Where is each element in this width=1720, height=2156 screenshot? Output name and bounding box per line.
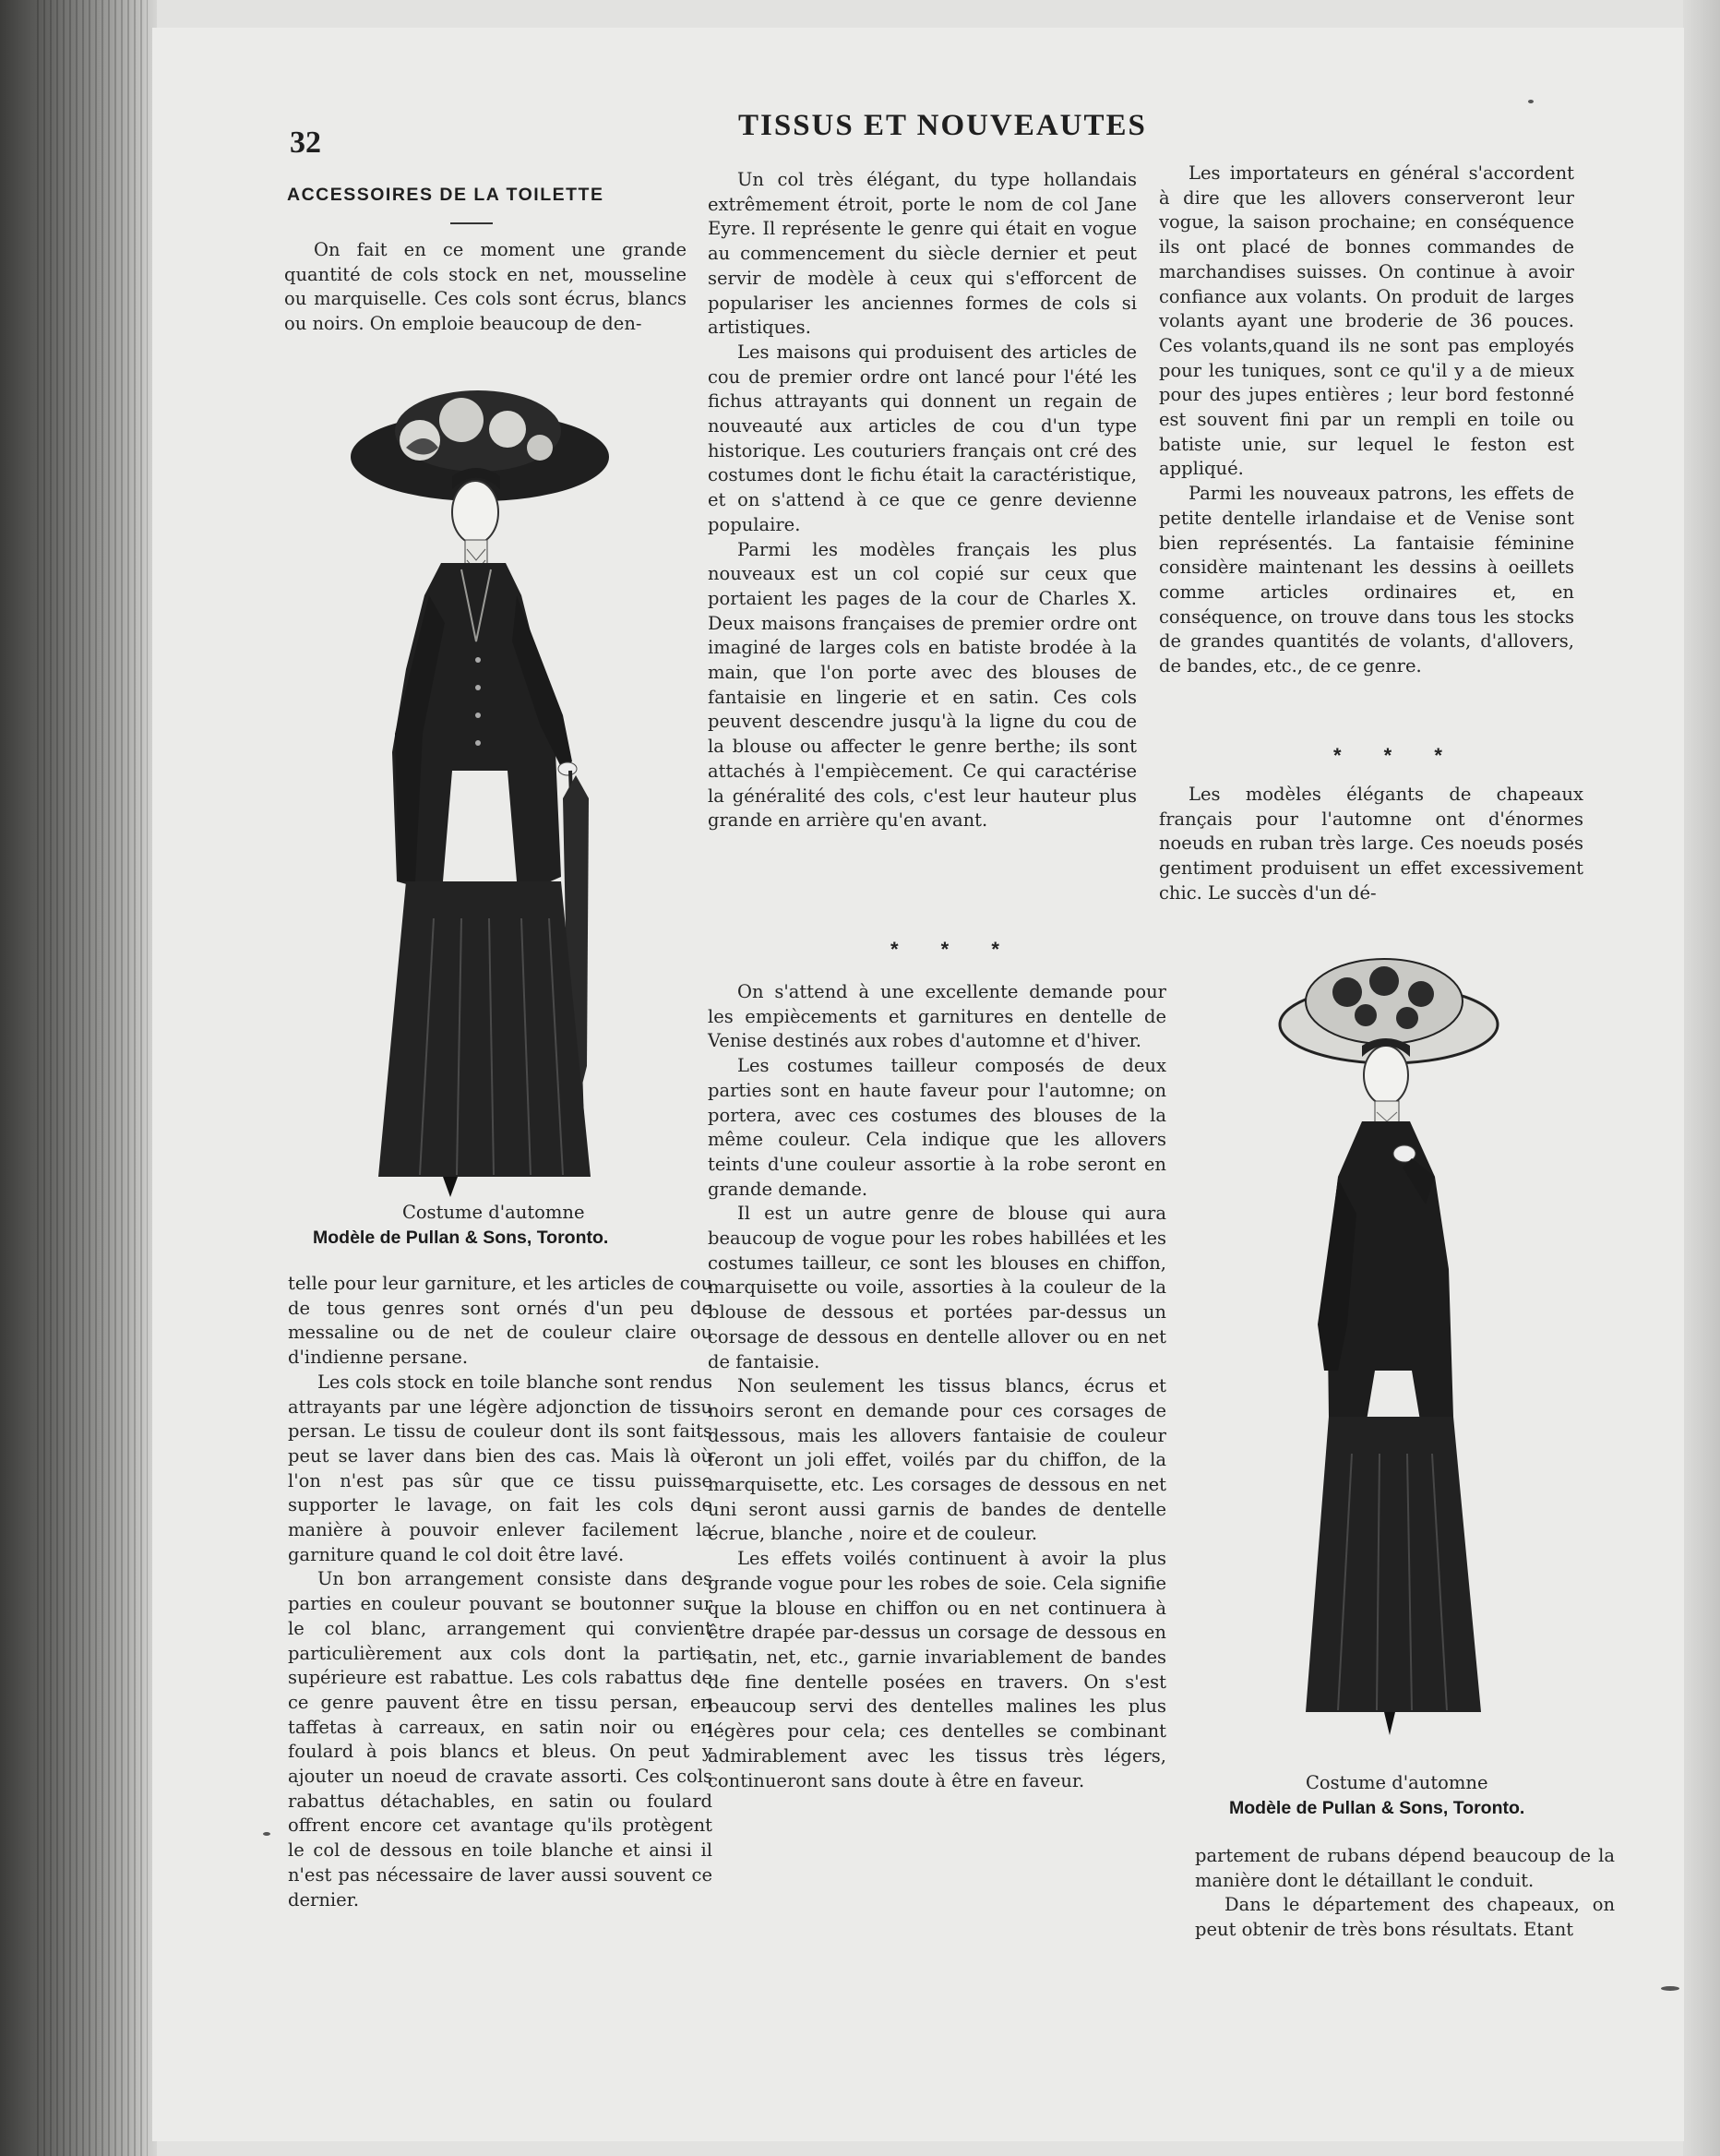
paragraph: Non seulement les tissus blancs, écrus et noirs seront en demande pour ces corsages de dessous, mais les allovers fantaisie de couleur feront un joli effet, voilés par du chiffon, de la marquisette, etc. Les corsages de dessous en net uni seront aussi garnis de bandes de dentelle écrue, blanche , noire et de couleur. <box>708 1375 1166 1545</box>
page-stack-lines <box>37 0 148 2156</box>
paragraph: partement de rubans dépend beaucoup de la manière dont le détaillant le conduit. <box>1195 1845 1615 1891</box>
paragraph: telle pour leur garniture, et les articles de cou de tous genres sont ornés d'un peu de messaline ou de net de couleur claire ou d'indienne persane. <box>288 1273 712 1369</box>
paragraph: Parmi les nouveaux patrons, les effets de petite dentelle irlandaise et de Venise sont bien représentés. La fantaisie féminine considère maintenant les dessins à oeillets comme articles ordinaires et, en conséquence, on trouve dans tous les stocks de grandes quantités de volants, d'allovers, de bandes, etc., de ce genre. <box>1159 483 1574 677</box>
scan-speck <box>1661 1986 1679 1991</box>
fashion-illustration-1 <box>341 365 627 1200</box>
section-break-asterism-2: * * * <box>1333 744 1461 767</box>
scan-speck <box>263 1832 270 1836</box>
figure2-caption-title: Costume d'automne <box>1306 1772 1488 1793</box>
paragraph: On fait en ce moment une grande quantité de cols stock en net, mousseline ou marquiselle. Ces cols sont écrus, blancs ou noirs. On emploie beaucoup de den- <box>284 239 687 335</box>
figure1-caption-title: Costume d'automne <box>402 1202 585 1223</box>
heading-rule <box>450 222 493 224</box>
column-1-text <box>288 1272 712 1912</box>
running-head: TISSUS ET NOUVEAUTES <box>738 109 1147 142</box>
fashion-illustration-2 <box>1273 937 1513 1740</box>
paragraph: Un bon arrangement consiste dans des parties en couleur pouvant se boutonner sur le col blanc, arrangement qui convient particulièrement aux cols dont la partie supérieure est rabattue. Les cols rabattus de ce genre pauvent être en tissu persan, en taffetas à carreaux, en satin noir ou en foulard à pois blancs et bleus. On peut y ajouter un noeud de cravate assorti. Ces cols rabattus détachables, en satin ou foulard offrent encore cet avantage qu'ils protègent le col de dessous en toile blanche et ainsi il n'est pas nécessaire de laver aussi souvent ce dernier. <box>288 1568 712 1910</box>
paragraph: Les importateurs en général s'accordent à dire que les allovers conserveront leur vogue, la saison prochaine; en conséquence ils ont placé de bonnes commandes de marchandises suisses. On continue à avoir confiance aux volants. On produit de larges volants ayant une broderie de 36 pouces. Ces volants,quand ils ne sont pas employés pour les tuniques, sont ce qu'il y a de mieux pour des jupes entières ; leur bord festonné est souvent fini par un rempli en toile ou batiste unie, sur lequel le feston est appliqué. <box>1159 162 1574 480</box>
column-3-lower-text <box>1195 1844 1615 1943</box>
scan-speck <box>1528 100 1534 103</box>
column-3-mid-text <box>1159 783 1583 906</box>
paragraph: On s'attend à une excellente demande pour les empiècements et garnitures en dentelle de Venise destinés aux robes d'automne et d'hiver. <box>708 981 1166 1052</box>
paragraph: Les effets voilés continuent à avoir la plus grande vogue pour les robes de soie. Cela signifie que la blouse en chiffon ou en net continuera à être drapée par-dessus un corsage de dessous en satin, net, etc., garnie invariablement de bandes de fine dentelle posées en travers. On s'est beaucoup servi des dentelles malines les plus légères pour cela; ces dentelles se combinant admirablement avec les tissus très légers, continueront sans doute à être en faveur. <box>708 1548 1166 1791</box>
paragraph: Les costumes tailleur composés de deux parties sont en haute faveur pour l'automne; on portera, avec ces costumes des blouses de la même couleur. Cela indique que les allovers teints d'une couleur assortie à la robe seront en grande demande. <box>708 1055 1166 1200</box>
figure2-caption-credit: Modèle de Pullan & Sons, Toronto. <box>1229 1798 1525 1818</box>
figure1-caption-credit: Modèle de Pullan & Sons, Toronto. <box>313 1228 609 1248</box>
right-page-shadow <box>1683 0 1720 2156</box>
paragraph: Un col très élégant, du type hollandais extrêmement étroit, porte le nom de col Jane Eyre. Il représente le genre qui était en vogue au commencement du siècle dernier et peut servir de modèle à ceux qui s'efforcent de populariser les anciennes formes de cols si artistiques. <box>708 169 1137 339</box>
paragraph: Il est un autre genre de blouse qui aura beaucoup de vogue pour les robes habillées et les costumes tailleur, ce sont les blouses en chiffon, marquisette ou voile, assorties à la couleur de la blouse de dessous et portées par-dessus un corsage de dessous en dentelle allover ou en net de fantaisie. <box>708 1203 1166 1372</box>
paragraph: Dans le département des chapeaux, on peut obtenir de très bons résultats. Etant <box>1195 1894 1615 1941</box>
paragraph: Les cols stock en toile blanche sont rendus attrayants par une légère adjonction de tissu persan. Le tissu de couleur dont ils sont faits peut se laver dans bien des cas. Mais là où l'on n'est pas sûr que ce tissu puisse supporter le lavage, on fait les cols de manière à pouvoir enlever facilement la garniture quand le col doit être lavé. <box>288 1371 712 1565</box>
paragraph: Les maisons qui produisent des articles de cou de premier ordre ont lancé pour l'été les fichus attrayants qui donnent un regain de nouveauté aux articles de cou d'un type historique. Les couturiers français ont cré des costumes dont le fichu était la caractéristique, et on s'attend à ce que ce genre devienne populaire. <box>708 341 1137 535</box>
paragraph: Parmi les modèles français les plus nouveaux est un col copié sur ceux que portaient les pages de la cour de Charles X. Deux maisons françaises de premier ordre ont imaginé de larges cols en batiste brodée à la main, que l'on porte avec des blouses de fantaisie en lingerie et en satin. Ces cols peuvent descendre jusqu'à la ligne du cou de la blouse ou affecter le genre berthe; ils sont attachés à l'empiècement. Ce qui caractérise la généralité des cols, c'est leur hauteur plus grande en arrière qu'en avant. <box>708 538 1137 832</box>
section-break-asterism: * * * <box>890 938 1018 961</box>
column-3-text <box>1159 162 1574 679</box>
page-number: 32 <box>290 126 321 160</box>
intro-paragraph <box>284 238 687 337</box>
paragraph: Les modèles élégants de chapeaux français pour l'automne ont d'énormes noeuds en ruban très large. Ces noeuds posés gentiment produisent un effet excessivement chic. Le succès d'un dé- <box>1159 784 1583 904</box>
column-2-text <box>708 168 1137 833</box>
section-heading: ACCESSOIRES DE LA TOILETTE <box>287 185 604 205</box>
column-2-lower-text <box>708 980 1166 1793</box>
